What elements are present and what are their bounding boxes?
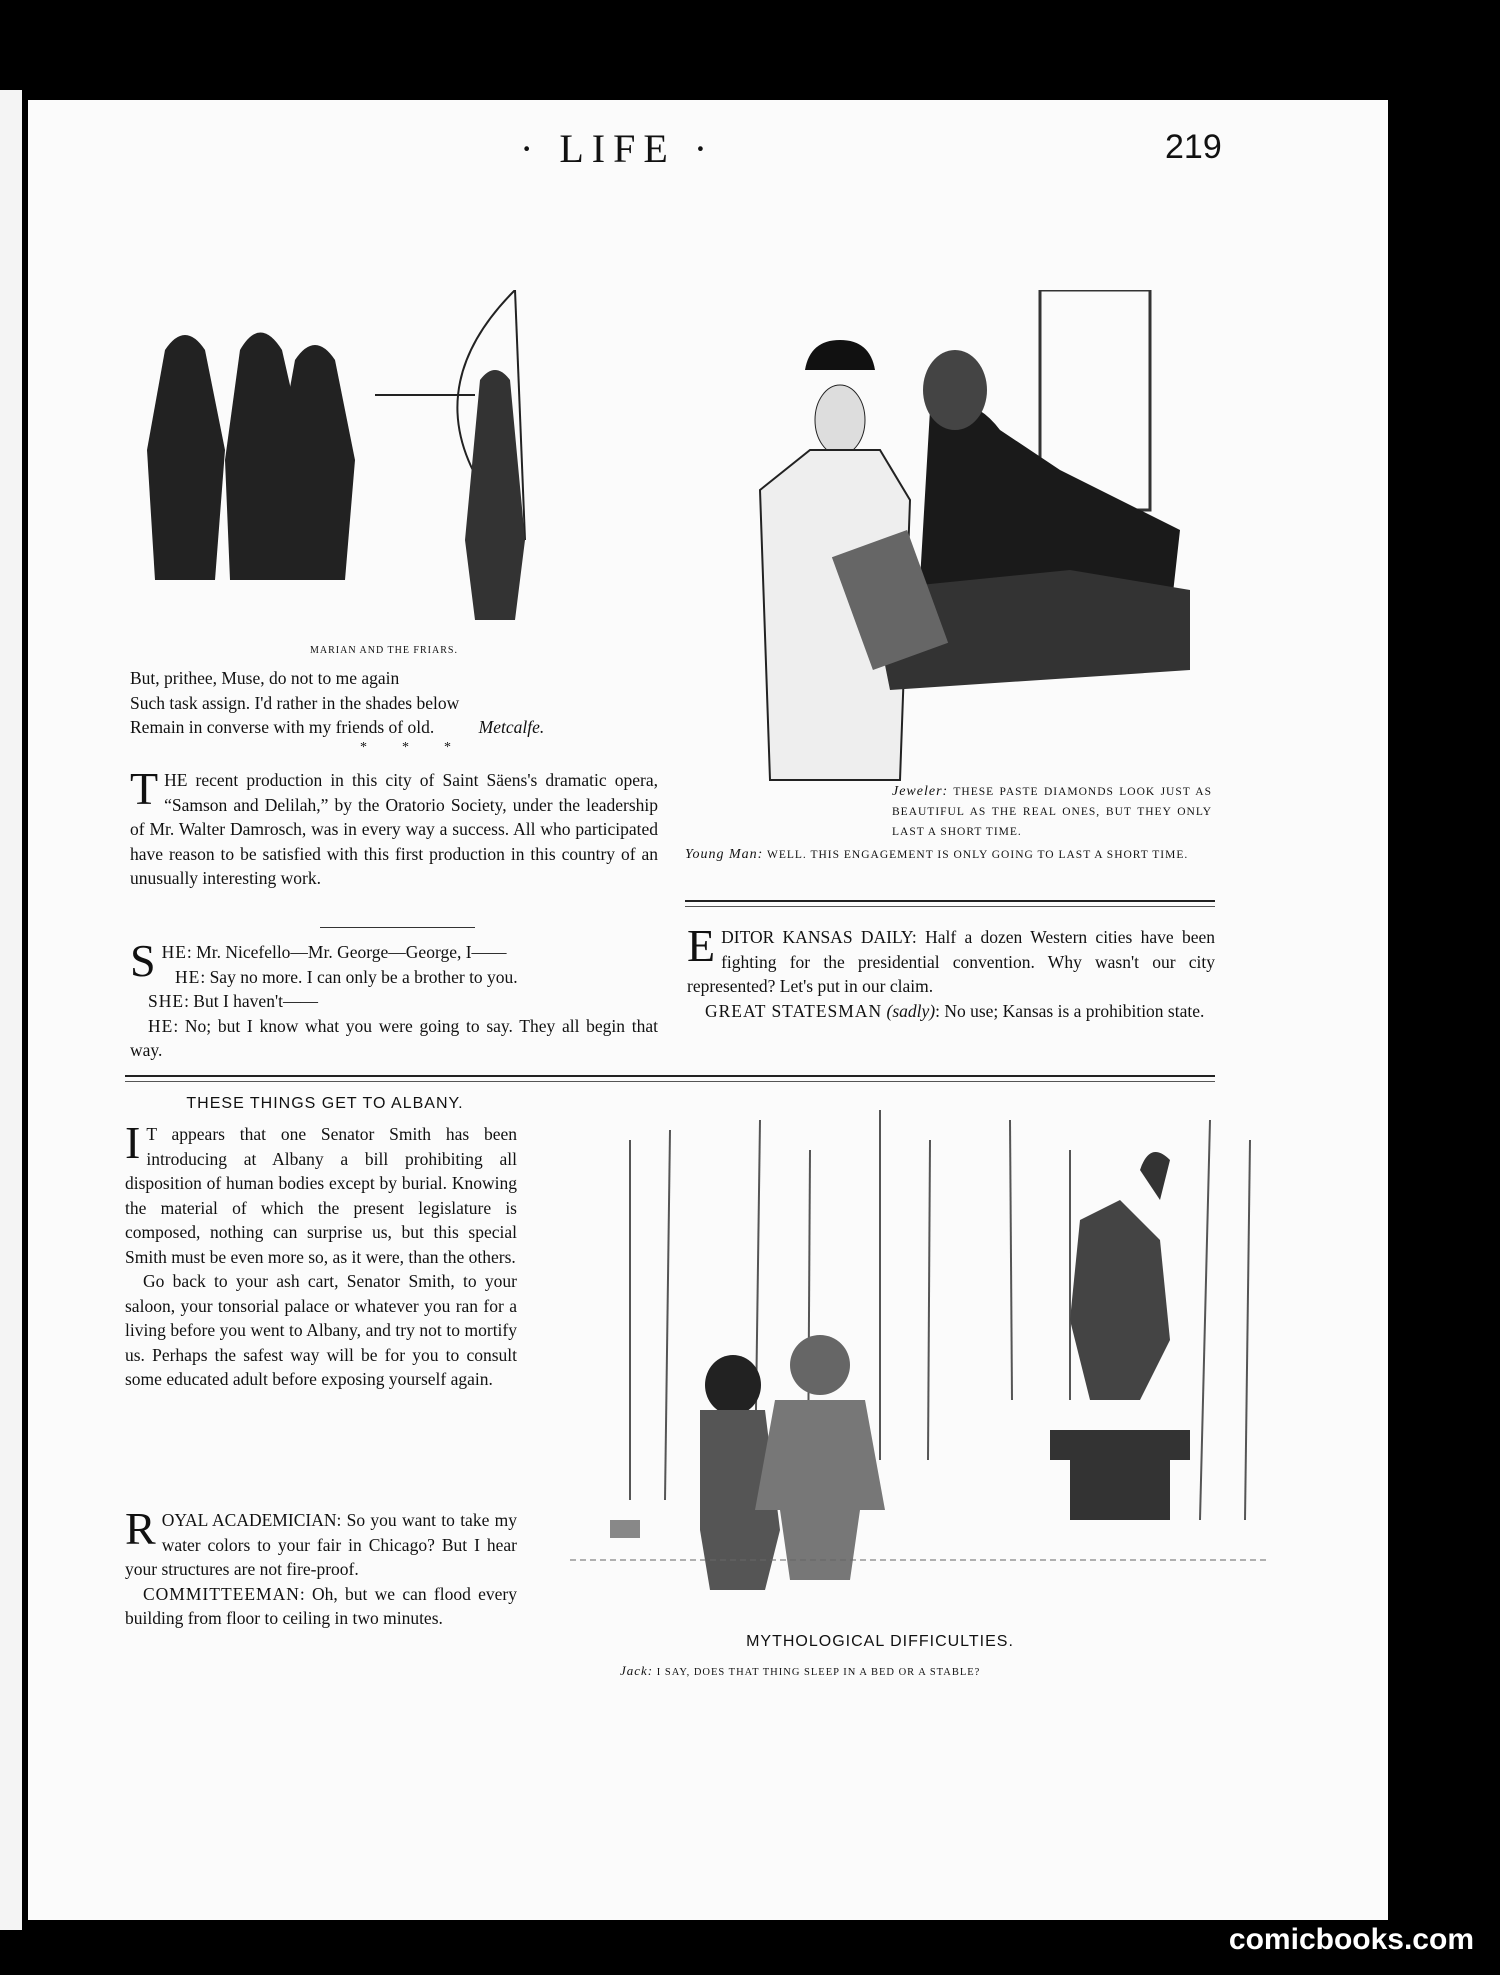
dropcap: T	[130, 763, 159, 814]
dialogue-text: : Say no more. I can only be a brother to you.	[200, 966, 518, 987]
asterism-divider: * * *	[360, 740, 451, 755]
dropcap: E	[687, 920, 716, 971]
dialogue-line	[130, 965, 658, 990]
albany-heading: THESE THINGS GET TO ALBANY.	[186, 1095, 464, 1112]
speaker: OYAL ACADEMICIAN	[161, 1510, 337, 1530]
reply-manner: (sadly)	[886, 1000, 936, 1021]
dialogue-line	[130, 1014, 658, 1063]
marian-friars-illustration	[135, 290, 645, 635]
marian-friars-caption: MARIAN AND THE FRIARS.	[310, 645, 458, 656]
page-number: 219	[1165, 128, 1222, 166]
speaker: DITOR KANSAS DAILY	[721, 927, 912, 947]
albany-text: T appears that one Senator Smith has been introducing at Albany a bill prohibiting all disposition of human bodies except by burial. Knowing the material of which the present legislature is composed, nothing can surprise us, but this special Smith must be even more so, as it were, than the others.	[125, 1124, 517, 1267]
she-he-dialogue	[130, 935, 658, 1063]
verse-block	[130, 666, 650, 740]
opera-note	[130, 763, 658, 891]
section-divider	[685, 900, 1215, 907]
speaker: HE	[175, 966, 201, 987]
albany-article	[125, 1117, 517, 1392]
speaker: HE	[148, 1015, 174, 1036]
mythological-illustration	[550, 1100, 1290, 1590]
verse-line: Such task assign. I'd rather in the shades below	[130, 692, 460, 713]
verse-signature: Metcalfe.	[478, 717, 545, 737]
previous-page-edge	[0, 90, 22, 1930]
speaker: HE	[161, 942, 187, 962]
dialogue-text: : Mr. Nicefello—Mr. George—George, I——	[186, 942, 507, 962]
young-man-caption	[685, 845, 1215, 865]
editor-note	[687, 920, 1215, 1023]
albany-paragraph	[125, 1117, 517, 1269]
committeeman-paragraph	[125, 1582, 517, 1631]
section-divider	[125, 1075, 1215, 1082]
reply-text: : No use; Kansas is a prohibition state.	[935, 1000, 1205, 1021]
young-man-label: Young Man:	[685, 847, 764, 862]
dropcap: R	[125, 1503, 156, 1554]
verse-line: But, prithee, Muse, do not to me again	[130, 668, 400, 688]
mythological-caption	[620, 1663, 1180, 1679]
editor-text: : Half a dozen Western cities have been fighting for the presidential convention. Why wasn't our city represented? Let's put in our claim.	[687, 927, 1215, 996]
dialogue-line	[130, 989, 658, 1014]
speaker: COMMITTEEMAN	[143, 1583, 300, 1604]
verse-line-text: Remain in converse with my friends of old.	[130, 717, 435, 737]
academician-paragraph	[125, 1503, 517, 1582]
jack-line: I SAY, DOES THAT THING SLEEP IN A BED OR A STABLE?	[656, 1667, 981, 1678]
dropcap: I	[125, 1117, 141, 1168]
dialogue-text: : But I haven't——	[184, 991, 318, 1011]
opera-note-text: HE recent production in this city of Saint Säens's dramatic opera, “Samson and Delilah,” by the Oratorio Society, under the leadership of Mr. Walter Damrosch, was in every way a success. All who participated have reason to be satisfied with this first production in this country of an unusually interesting work.	[130, 770, 658, 888]
jeweler-line: THESE PASTE DIAMONDS LOOK JUST AS BEAUTIFUL AS THE REAL ONES, BUT THEY ONLY LAST A SHORT TIME.	[892, 786, 1212, 838]
albany-paragraph: Go back to your ash cart, Senator Smith, to your saloon, your tonsorial palace or whatever you ran for a living before you went to Albany, and try not to mortify us. Perhaps the safest way will be for you to consult some educated adult before exposing yourself again.	[125, 1271, 517, 1389]
academician-text: : So you want to take my water colors to your fair in Chicago? But I hear your structures are not fire-proof.	[125, 1510, 517, 1579]
watermark: comicbooks.com	[1228, 1923, 1474, 1956]
mythological-title: MYTHOLOGICAL DIFFICULTIES.	[746, 1633, 1014, 1650]
jack-label: Jack:	[620, 1663, 654, 1678]
academician-note	[125, 1503, 517, 1631]
verse-line	[130, 715, 650, 740]
dialogue-text: : No; but I know what you were going to say. They all begin that way.	[130, 1015, 658, 1060]
speaker: SHE	[148, 991, 185, 1011]
jeweler-cartoon-illustration	[680, 290, 1215, 790]
jeweler-caption	[892, 782, 1212, 842]
jeweler-label: Jeweler:	[892, 784, 949, 799]
editor-paragraph	[687, 920, 1215, 999]
young-man-line: WELL. THIS ENGAGEMENT IS ONLY GOING TO LAST A SHORT TIME.	[767, 849, 1189, 861]
dropcap: S	[130, 935, 156, 986]
statesman-paragraph	[687, 999, 1215, 1024]
reply-text: : Oh, but we can flood every building from floor to ceiling in two minutes.	[125, 1583, 517, 1628]
short-divider	[320, 927, 475, 928]
speaker: GREAT STATESMAN	[705, 1000, 883, 1021]
magazine-title: · LIFE ·	[520, 126, 716, 171]
